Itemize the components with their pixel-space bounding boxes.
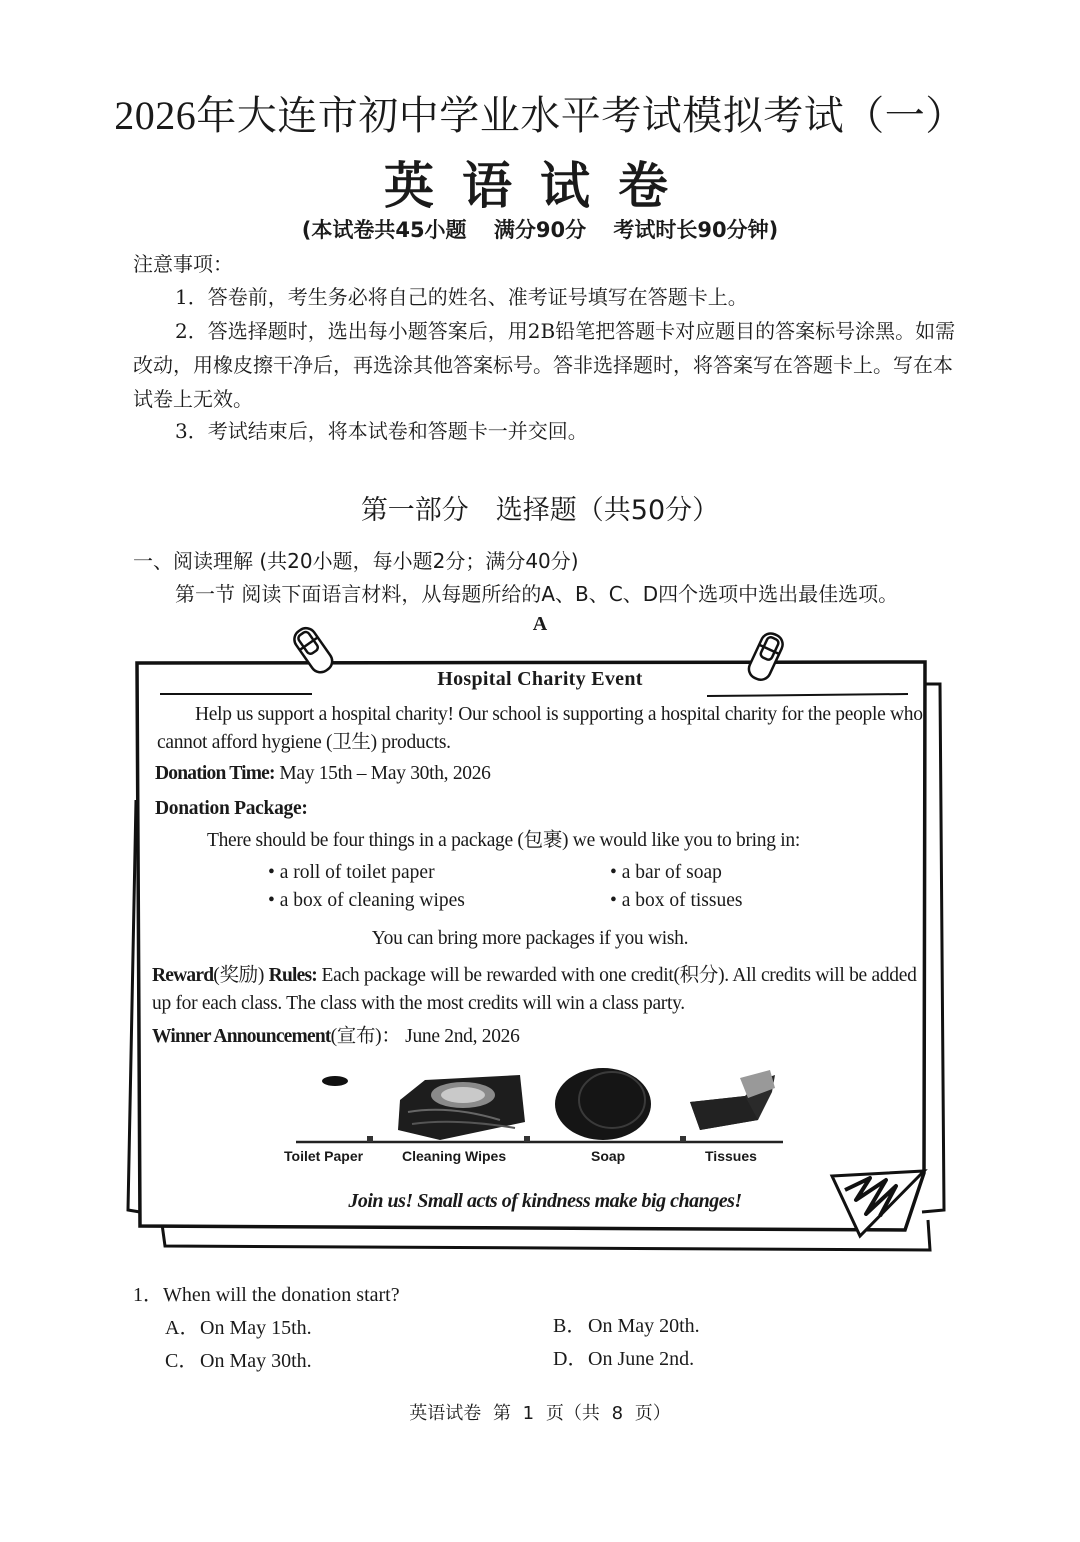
full-score: 满分90分 [493,218,587,242]
option-c-letter: C． [165,1350,199,1372]
option-b-text: On May 20th. [588,1315,700,1337]
passage-label: A [532,613,548,635]
toilet-paper-icon [322,1076,348,1086]
soap-icon [555,1068,651,1140]
notice-heading: 注意事项： [133,252,233,276]
option-d-text: On June 2nd. [588,1348,695,1370]
product-label-tissues: Tissues [705,1148,757,1164]
notice-item-3: 3．考试结束后，将本试卷和答题卡一并交回。 [175,419,588,443]
package-item-cleaning-wipes: • a box of cleaning wipes [268,890,465,911]
donation-time-value: May 15th – May 30th, 2026 [279,763,491,784]
rules-label: Rules: [268,965,317,986]
product-label-soap: Soap [591,1148,626,1164]
reward-cn: (奖励) [213,965,265,986]
option-c[interactable] [165,1344,312,1373]
notice-item-1: 1．答卷前，考生务必将自己的姓名、准考证号填写在答题卡上。 [175,285,748,309]
more-packages-note: You can bring more packages if you wish. [371,928,689,949]
exam-subtitle: 英语试卷 [384,157,696,215]
exam-duration: 考试时长90分钟) [613,218,779,242]
option-b-letter: B． [553,1315,587,1337]
poster-intro: Help us support a hospital charity! Our school is supporting a hospital charity for the people who cannot afford hygiene (卫生) products. [157,704,923,753]
part-title: 第一部分 选择题（共50分） [360,495,720,526]
option-c-text: On May 30th. [200,1350,312,1372]
product-label-toilet-paper: Toilet Paper [284,1148,364,1164]
winner-cn: (宣布)： [330,1026,401,1047]
subsection-heading: 第一节 阅读下面语言材料，从每题所给的A、B、C、D四个选项中选出最佳选项。 [175,582,899,606]
option-a-text: On May 15th. [200,1317,312,1339]
page-footer: 英语试卷 第 1 页（共 8 页） [409,1403,671,1424]
package-item-soap: • a bar of soap [610,862,722,883]
notice-item-2: 2．答选择题时，选出每小题答案后，用2B铅笔把答题卡对应题目的答案标号涂黑。如需改动，用橡皮擦干净后，再选涂其他答案标号。答非选择题时，将答案写在答题卡上。写在本试卷上无效。 [133,319,956,411]
option-a-letter: A． [165,1317,200,1339]
donation-time [155,760,491,788]
reward-label: Reward [152,965,214,986]
question-count: (本试卷共45小题 [301,218,467,242]
winner-announcement [152,1023,520,1051]
option-a[interactable] [165,1311,312,1340]
donation-package-label: Donation Package: [155,798,308,819]
package-item-toilet-paper: • a roll of toilet paper [268,862,435,883]
section-heading: 一、阅读理解 (共20小题，每小题2分；满分40分) [133,549,579,573]
donation-time-label: Donation Time: [155,763,275,784]
package-item-tissues: • a box of tissues [610,890,743,911]
exam-title: 2026年大连市初中学业水平考试模拟考试（一） [114,93,966,138]
option-b[interactable] [553,1309,700,1338]
question-stem: 1．When will the donation start? [133,1284,400,1306]
option-d[interactable] [553,1342,694,1371]
winner-date: June 2nd, 2026 [405,1026,520,1047]
product-label-cleaning-wipes: Cleaning Wipes [402,1148,507,1164]
reward-text: Each package will be rewarded with one credit(积分). All credits will be added up for each class. The class with the most credits will win a class party. [152,965,917,1014]
poster-slogan: Join us! Small acts of kindness make big changes! [348,1190,742,1212]
donation-package-text: There should be four things in a package (包裹) we would like you to bring in: [207,830,800,851]
poster-title: Hospital Charity Event [437,668,643,690]
option-d-letter: D． [553,1348,588,1370]
reward-rules [152,962,922,1018]
winner-label: Winner Announcement [152,1026,331,1047]
